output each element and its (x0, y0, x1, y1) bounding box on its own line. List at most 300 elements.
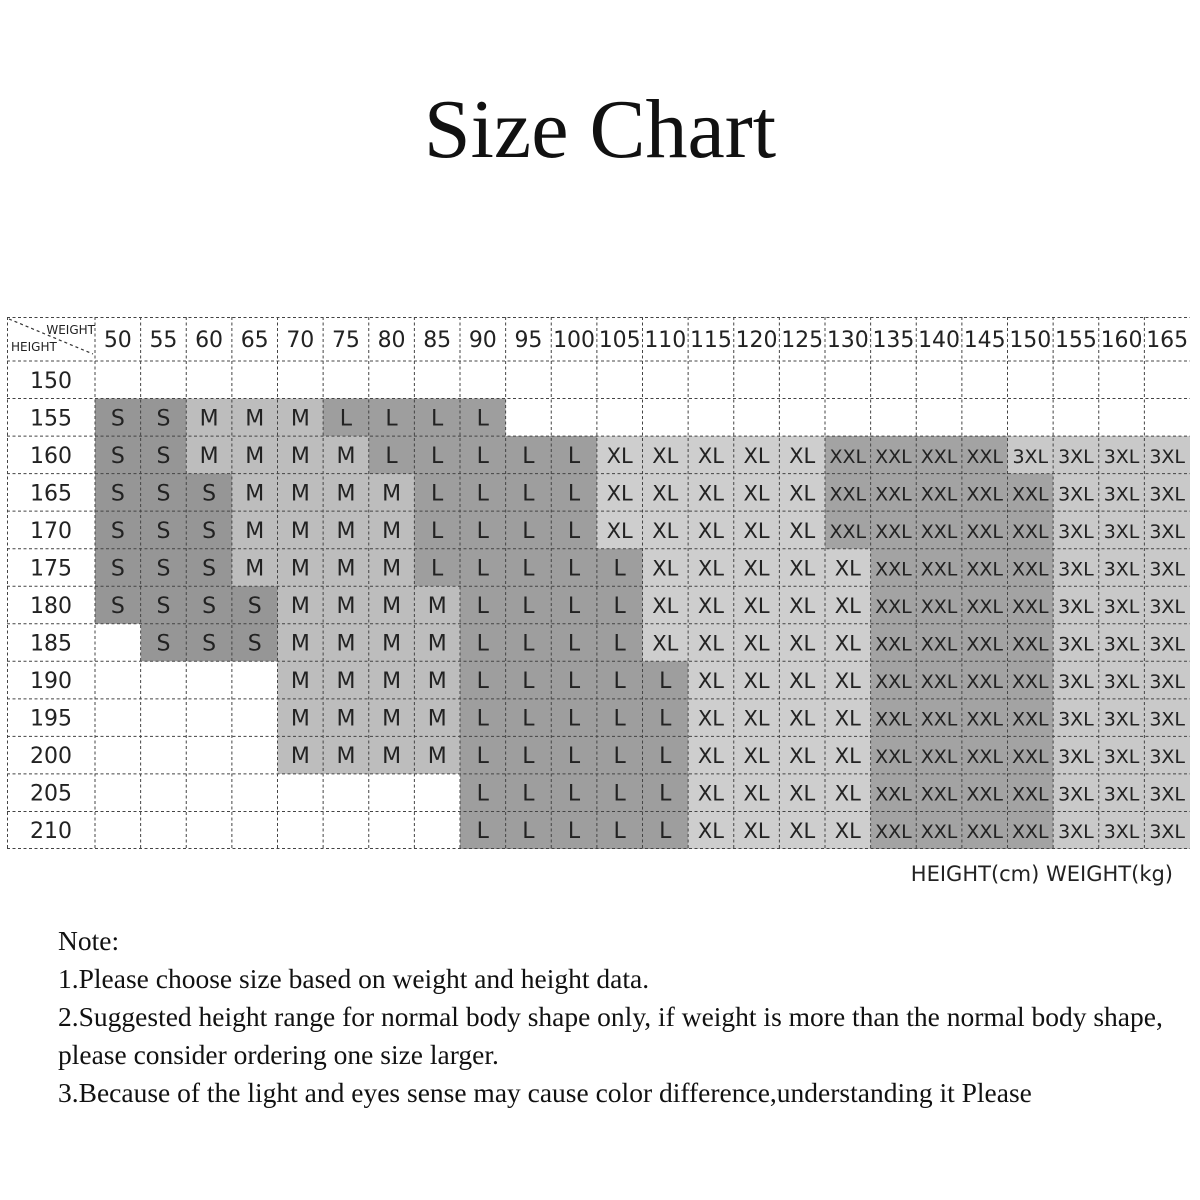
height-label: 175 (30, 556, 72, 582)
size-cell-label: XXL (920, 520, 958, 543)
size-cell-label: XL (834, 594, 861, 618)
size-cell-fill (825, 361, 871, 399)
size-cell-label: M (427, 631, 447, 657)
size-cell-label: XXL (875, 558, 912, 581)
size-cell-label: XXL (1012, 633, 1049, 656)
weight-header: 120 (735, 328, 778, 353)
size-cell-label: XXL (1012, 783, 1049, 806)
size-cell-label: XL (697, 669, 724, 694)
size-cell-label: XXL (966, 783, 1003, 806)
size-cell-fill (916, 361, 962, 399)
size-cell-label: XL (834, 744, 861, 769)
weight-header: 100 (553, 328, 596, 353)
size-cell-label: L (522, 744, 535, 770)
note-1: 1.Please choose size based on weight and height data. (58, 963, 650, 994)
corner-weight-label: WEIGHT (46, 323, 95, 337)
size-cell-fill (323, 361, 369, 399)
size-cell-label: M (336, 706, 356, 732)
size-cell-label: S (110, 481, 125, 507)
size-cell-label: XXL (966, 445, 1003, 468)
size-cell-label: XXL (966, 520, 1003, 543)
size-cell-fill (1099, 399, 1145, 437)
height-label: 160 (30, 443, 72, 469)
size-cell-label: XL (789, 594, 816, 618)
size-cell-label: 3XL (1149, 671, 1186, 694)
size-cell-label: L (522, 819, 535, 845)
size-cell-label: L (476, 819, 489, 845)
size-cell-label: XL (789, 706, 816, 731)
weight-header: 155 (1054, 328, 1097, 353)
size-cell-label: XXL (875, 445, 912, 468)
size-cell-label: 3XL (1058, 783, 1094, 806)
size-cell-fill (95, 361, 141, 399)
size-cell-label: 3XL (1149, 558, 1186, 581)
size-cell-label: S (247, 631, 262, 657)
size-cell-label: XL (743, 594, 770, 618)
size-cell-label: M (427, 706, 447, 732)
size-cell-label: S (247, 594, 262, 619)
size-cell-label: 3XL (1103, 821, 1140, 844)
size-cell-label: 3XL (1103, 558, 1140, 581)
size-cell-label: M (290, 406, 310, 432)
size-cell-label: M (290, 556, 310, 582)
size-cell-fill (1144, 361, 1190, 399)
size-cell-label: XL (743, 443, 770, 468)
size-cell-label: XL (697, 443, 724, 468)
size-cell-label: L (613, 556, 626, 582)
size-cell-label: M (199, 406, 219, 432)
size-cell-label: XL (652, 556, 679, 581)
size-cell-label: L (431, 443, 444, 469)
weight-header: 75 (331, 328, 360, 353)
size-cell-fill (369, 811, 415, 849)
size-cell-fill (278, 361, 324, 399)
size-cell-label: XXL (920, 783, 958, 806)
note-3: 3.Because of the light and eyes sense may cause color difference,understanding it Please (58, 1077, 1032, 1108)
size-cell-fill (141, 361, 187, 399)
size-cell-label: XXL (966, 483, 1003, 506)
size-chart-table (7, 317, 1190, 849)
size-cell-label: XXL (920, 596, 958, 618)
size-cell-fill (95, 699, 141, 737)
size-cell-label: L (613, 744, 626, 770)
size-cell-label: XXL (875, 671, 912, 694)
size-cell-fill (551, 399, 597, 437)
size-cell-label: XXL (920, 821, 958, 844)
size-cell-label: S (202, 594, 217, 619)
height-label: 170 (30, 518, 72, 544)
size-cell-label: L (476, 518, 489, 544)
size-cell-label: L (385, 443, 398, 469)
weight-header: 65 (240, 328, 269, 353)
size-cell-fill (186, 736, 232, 774)
size-cell-label: XXL (966, 821, 1003, 844)
size-cell-label: XL (697, 594, 724, 618)
weight-header: 90 (468, 328, 497, 353)
height-label: 195 (30, 706, 72, 732)
size-cell-label: XL (789, 518, 816, 543)
size-cell-label: L (476, 744, 489, 770)
size-cell-label: 3XL (1149, 708, 1186, 731)
size-cell-label: M (336, 669, 356, 695)
size-cell-label: L (659, 781, 672, 807)
size-cell-fill (597, 399, 643, 437)
size-cell-label: L (613, 781, 626, 807)
size-cell-label: XXL (829, 520, 867, 543)
size-cell-label: 3XL (1149, 445, 1186, 468)
weight-header: 115 (689, 328, 732, 353)
weight-header: 80 (377, 328, 406, 353)
size-cell-label: XL (789, 443, 816, 468)
size-cell-fill (232, 699, 278, 737)
size-cell-label: M (427, 594, 447, 619)
size-cell-label: M (382, 669, 402, 695)
size-cell-label: XXL (920, 671, 958, 694)
size-cell-label: XL (743, 819, 770, 844)
weight-header: 55 (149, 328, 178, 353)
size-cell-label: L (613, 594, 626, 619)
size-cell-label: 3XL (1012, 445, 1049, 468)
size-cell-fill (141, 699, 187, 737)
size-cell-fill (186, 361, 232, 399)
size-cell-label: L (522, 481, 535, 507)
size-cell-label: XL (652, 594, 679, 618)
size-cell-label: 3XL (1103, 708, 1140, 731)
size-cell-label: XXL (966, 558, 1003, 581)
size-cell-label: M (427, 744, 447, 770)
size-cell-label: 3XL (1103, 520, 1140, 543)
size-cell-fill (232, 361, 278, 399)
size-cell-fill (688, 399, 734, 437)
size-cell-label: 3XL (1058, 483, 1094, 506)
size-cell-label: L (431, 481, 444, 507)
size-cell-label: XXL (875, 783, 912, 806)
size-cell-label: S (156, 594, 171, 619)
size-cell-label: L (522, 518, 535, 544)
size-cell-label: L (567, 706, 581, 732)
size-cell-label: L (567, 481, 581, 507)
size-cell-label: S (110, 518, 125, 544)
height-label: 205 (30, 781, 72, 807)
size-cell-label: XXL (875, 520, 912, 543)
size-cell-label: XL (743, 481, 770, 506)
size-cell-label: XL (789, 781, 816, 806)
size-cell-label: L (431, 406, 444, 432)
size-cell-label: XL (697, 819, 724, 844)
size-cell-label: M (382, 594, 402, 619)
size-cell-label: M (245, 556, 265, 582)
page-title: Size Chart (423, 83, 777, 176)
size-cell-fill (414, 811, 460, 849)
size-cell-label: M (336, 556, 356, 582)
weight-header: 160 (1100, 328, 1143, 353)
size-cell-label: M (290, 631, 310, 657)
size-cell-label: 3XL (1103, 783, 1140, 806)
size-cell-fill (232, 774, 278, 812)
size-cell-fill (141, 774, 187, 812)
height-label: 155 (30, 406, 72, 432)
size-cell-label: XL (606, 518, 633, 543)
height-label: 150 (30, 368, 72, 394)
size-cell-fill (825, 399, 871, 437)
size-cell-label: L (431, 518, 444, 544)
size-cell-label: XXL (966, 596, 1003, 618)
size-cell-label: XXL (1012, 596, 1049, 618)
size-cell-label: M (245, 406, 265, 432)
size-cell-label: XXL (920, 708, 958, 731)
size-cell-fill (1053, 399, 1099, 437)
size-cell-fill (688, 361, 734, 399)
size-cell-fill (962, 399, 1008, 437)
size-cell-label: XXL (1012, 558, 1049, 581)
size-cell-fill (95, 736, 141, 774)
size-cell-label: XXL (966, 671, 1003, 694)
size-cell-fill (186, 661, 232, 699)
size-cell-fill (369, 774, 415, 812)
size-cell-label: XL (743, 669, 770, 694)
size-cell-label: M (336, 518, 356, 544)
size-cell-label: L (522, 781, 535, 807)
size-cell-label: 3XL (1058, 596, 1094, 618)
size-cell-label: L (567, 594, 581, 619)
size-cell-label: 3XL (1149, 483, 1186, 506)
size-cell-label: XL (652, 481, 679, 506)
size-cell-fill (95, 661, 141, 699)
size-cell-label: M (290, 443, 310, 469)
size-cell-label: S (110, 406, 125, 432)
size-cell-label: XL (789, 631, 816, 656)
weight-header: 85 (423, 328, 452, 353)
size-cell-fill (232, 811, 278, 849)
size-cell-label: XXL (1012, 520, 1049, 543)
size-cell-label: L (613, 669, 626, 695)
size-cell-fill (734, 361, 780, 399)
size-cell-label: 3XL (1103, 633, 1140, 656)
size-cell-label: M (382, 706, 402, 732)
size-cell-label: L (522, 631, 535, 657)
size-cell-fill (141, 736, 187, 774)
size-cell-label: L (476, 669, 489, 695)
size-cell-label: XL (697, 781, 724, 806)
size-cell-label: S (156, 406, 171, 432)
size-cell-label: L (567, 781, 581, 807)
size-cell-label: XXL (920, 445, 958, 468)
size-cell-label: M (427, 669, 447, 695)
size-cell-label: M (382, 631, 402, 657)
size-cell-label: 3XL (1149, 633, 1186, 656)
size-cell-label: M (336, 744, 356, 770)
size-cell-label: XL (834, 669, 861, 694)
size-cell-fill (597, 361, 643, 399)
size-cell-label: XXL (920, 483, 958, 506)
size-cell-label: XL (652, 443, 679, 468)
size-cell-label: L (567, 744, 581, 770)
size-cell-fill (369, 361, 415, 399)
size-cell-fill (186, 699, 232, 737)
size-cell-label: L (385, 406, 398, 432)
size-cell-label: M (382, 481, 402, 507)
weight-header: 140 (918, 328, 961, 353)
size-cell-fill (506, 399, 552, 437)
size-cell-fill (323, 811, 369, 849)
size-cell-label: XL (697, 518, 724, 543)
size-cell-label: L (522, 706, 535, 732)
height-label: 200 (30, 744, 72, 770)
height-label: 185 (30, 631, 72, 657)
height-label: 190 (30, 669, 72, 695)
size-chart-grid (7, 317, 1190, 849)
size-cell-label: 3XL (1149, 783, 1186, 806)
size-cell-label: XL (789, 556, 816, 581)
size-cell-label: S (202, 556, 217, 582)
size-cell-label: L (659, 669, 672, 695)
size-cell-label: 3XL (1103, 596, 1140, 618)
size-cell-label: XL (743, 781, 770, 806)
size-cell-fill (1008, 361, 1054, 399)
size-cell-label: XL (606, 481, 633, 506)
size-cell-label: 3XL (1058, 821, 1094, 844)
size-cell-label: M (382, 744, 402, 770)
size-cell-label: XL (834, 706, 861, 731)
weight-header: 50 (103, 328, 132, 353)
size-cell-label: 3XL (1103, 445, 1140, 468)
size-cell-fill (779, 361, 825, 399)
weight-header: 125 (781, 328, 824, 353)
size-cell-label: 3XL (1149, 520, 1186, 543)
size-cell-label: L (613, 819, 626, 845)
size-cell-fill (962, 361, 1008, 399)
size-cell-label: M (290, 744, 310, 770)
size-cell-fill (95, 774, 141, 812)
weight-header: 165 (1146, 328, 1189, 353)
size-cell-label: L (567, 518, 581, 544)
size-cell-label: XXL (875, 596, 912, 618)
size-cell-fill (232, 661, 278, 699)
size-cell-label: XL (789, 669, 816, 694)
size-cell-fill (506, 361, 552, 399)
size-cell-label: M (290, 706, 310, 732)
size-cell-label: S (110, 556, 125, 582)
size-cell-label: 3XL (1058, 520, 1094, 543)
size-cell-fill (551, 361, 597, 399)
size-cell-fill (141, 811, 187, 849)
size-cell-fill (278, 811, 324, 849)
size-cell-label: M (290, 669, 310, 695)
size-cell-fill (916, 399, 962, 437)
size-cell-label: XL (789, 819, 816, 844)
size-cell-label: 3XL (1103, 746, 1140, 769)
size-cell-label: 3XL (1103, 483, 1140, 506)
size-cell-label: XL (743, 706, 770, 731)
size-cell-label: XXL (920, 558, 958, 581)
size-cell-fill (643, 361, 689, 399)
weight-header: 70 (286, 328, 315, 353)
size-cell-label: XXL (829, 445, 867, 468)
size-cell-label: 3XL (1058, 746, 1094, 769)
size-cell-label: L (567, 631, 581, 657)
size-cell-label: XL (743, 744, 770, 769)
size-cell-label: XXL (829, 483, 867, 506)
size-cell-label: L (476, 443, 489, 469)
size-cell-label: S (110, 443, 125, 469)
size-cell-label: XL (697, 631, 724, 656)
size-cell-label: M (245, 481, 265, 507)
size-cell-label: L (567, 819, 581, 845)
size-cell-label: L (476, 406, 489, 432)
size-cell-label: S (202, 518, 217, 544)
size-cell-label: XXL (920, 746, 958, 769)
size-cell-fill (1008, 399, 1054, 437)
size-cell-fill (871, 399, 917, 437)
size-cell-label: M (336, 631, 356, 657)
size-cell-label: S (156, 518, 171, 544)
size-cell-label: XL (743, 631, 770, 656)
size-cell-label: XXL (966, 633, 1003, 656)
size-cell-fill (186, 811, 232, 849)
size-cell-label: L (431, 556, 444, 582)
size-cell-fill (278, 774, 324, 812)
weight-header: 150 (1009, 328, 1052, 353)
size-cell-label: M (336, 443, 356, 469)
size-cell-label: 3XL (1058, 558, 1094, 581)
size-cell-label: XL (834, 556, 861, 581)
height-label: 165 (30, 481, 72, 507)
size-cell-label: XL (743, 556, 770, 581)
size-cell-label: L (613, 631, 626, 657)
size-cell-label: S (156, 556, 171, 582)
weight-header: 130 (826, 328, 869, 353)
size-cell-label: L (659, 744, 672, 770)
notes-section (58, 922, 1168, 1112)
size-cell-label: XXL (1012, 821, 1049, 844)
size-cell-label: XL (834, 631, 861, 656)
size-cell-label: M (290, 594, 310, 619)
size-cell-label: XL (652, 518, 679, 543)
size-cell-fill (186, 774, 232, 812)
size-cell-fill (734, 399, 780, 437)
size-cell-label: L (339, 406, 353, 432)
size-cell-label: 3XL (1058, 445, 1094, 468)
size-cell-label: XL (834, 781, 861, 806)
size-cell-label: L (659, 819, 672, 845)
height-label: 210 (30, 819, 72, 845)
weight-header: 110 (644, 328, 687, 353)
size-cell-label: XXL (1012, 671, 1049, 694)
size-cell-label: M (245, 443, 265, 469)
weight-header: 60 (195, 328, 224, 353)
size-cell-label: L (476, 706, 489, 732)
size-cell-label: M (336, 594, 356, 619)
size-cell-label: XXL (1012, 483, 1049, 506)
size-cell-fill (1099, 361, 1145, 399)
size-cell-label: XXL (1012, 708, 1049, 731)
size-cell-label: XXL (875, 821, 912, 844)
size-cell-fill (643, 399, 689, 437)
size-cell-label: L (659, 706, 672, 732)
size-cell-label: XL (834, 819, 861, 844)
size-cell-fill (871, 361, 917, 399)
size-cell-label: XL (789, 744, 816, 769)
size-cell-label: 3XL (1103, 671, 1140, 694)
size-cell-fill (779, 399, 825, 437)
size-cell-label: 3XL (1058, 708, 1094, 731)
size-cell-label: XL (789, 481, 816, 506)
size-cell-label: XL (697, 556, 724, 581)
size-cell-label: L (476, 781, 489, 807)
note-2: 2.Suggested height range for normal body shape only, if weight is more than the normal body shape, please consider ordering one size larger. (58, 1001, 1163, 1070)
height-label: 180 (30, 594, 72, 619)
units-label: HEIGHT(cm) WEIGHT(kg) (910, 862, 1173, 886)
